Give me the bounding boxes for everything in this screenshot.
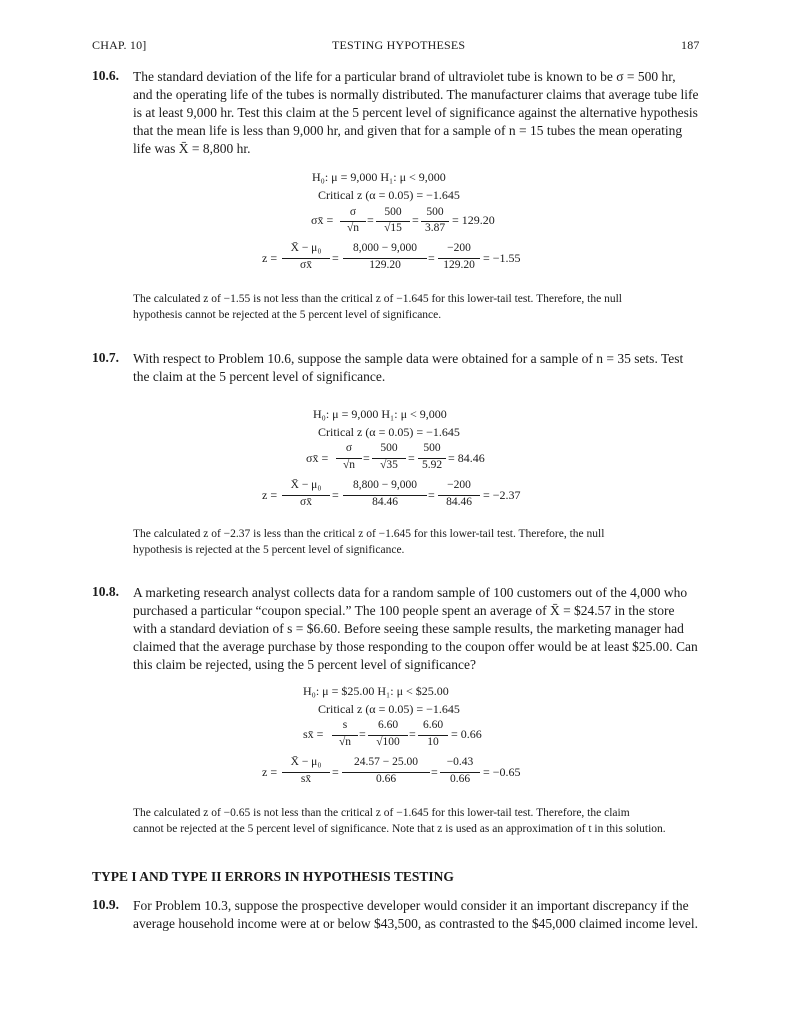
solution-conclusion <box>133 527 708 558</box>
equals-sign: = <box>428 251 435 265</box>
fraction-numerator: 500 <box>426 206 444 218</box>
statement-line: average household income were at or below $43,500, as contrasted to the $45,000 claimed income level. <box>133 916 698 931</box>
fraction-numerator: X̄ − μ₀ <box>290 479 322 491</box>
fraction-denominator: 129.20 <box>369 259 401 271</box>
running-header-chapter: CHAP. 10] <box>92 38 147 52</box>
fraction-denominator: 129.20 <box>443 259 475 271</box>
fraction-numerator: 6.60 <box>422 719 444 731</box>
fraction-denominator: 84.46 <box>372 496 398 508</box>
page-number: 187 <box>681 38 700 52</box>
fraction-denominator: √35 <box>380 459 398 471</box>
equals-sign: = <box>409 727 416 741</box>
problem-number: 10.9. <box>92 897 119 912</box>
fraction-numerator: 8,800 − 9,000 <box>353 479 417 491</box>
fraction-numerator: −200 <box>447 479 471 491</box>
z-lhs: z = <box>262 488 278 502</box>
statement-line: A marketing research analyst collects data for a random sample of 100 customers out of the 4,000 who <box>133 585 688 600</box>
conclusion-line: The calculated z of −0.65 is not less than the critical z of −1.645 for this lower-tail test. Therefore, the claim <box>133 807 630 819</box>
equals-sign: = <box>412 213 419 227</box>
solution-conclusion <box>133 292 708 323</box>
critical-value: Critical z (α = 0.05) = −1.645 <box>318 425 460 439</box>
z-lhs: z = <box>262 251 278 265</box>
fraction-denominator: 0.66 <box>375 773 397 785</box>
statement-line: this claim be rejected, using the 5 percent level of significance? <box>133 657 476 672</box>
fraction-denominator: √n <box>346 222 360 234</box>
fraction-denominator: 5.92 <box>421 459 443 471</box>
problem-number: 10.8. <box>92 584 119 599</box>
equals-sign: = <box>332 251 339 265</box>
fraction-denominator: 0.66 <box>449 773 471 785</box>
statement-line: the claim at the 5 percent level of significance. <box>133 369 386 384</box>
statement-line: The standard deviation of the life for a particular brand of ultraviolet tube is known to be σ = 500 hr, <box>133 69 676 84</box>
critical-value: Critical z (α = 0.05) = −1.645 <box>318 702 460 716</box>
problem-number: 10.6. <box>92 68 119 83</box>
problem-statement <box>133 897 711 933</box>
conclusion-line: The calculated z of −2.37 is less than the critical z of −1.645 for this lower-tail test. Therefore, the null <box>133 528 605 540</box>
equals-sign: = <box>359 727 366 741</box>
fraction-denominator: sx̄ <box>300 773 312 785</box>
section-heading: TYPE I AND TYPE II ERRORS IN HYPOTHESIS TESTING <box>92 869 454 884</box>
standard-error-result: = 84.46 <box>448 451 485 465</box>
fraction-denominator: √100 <box>376 736 400 748</box>
conclusion-line: hypothesis is rejected at the 5 percent level of significance. <box>133 543 405 556</box>
fraction-numerator: 500 <box>423 442 441 454</box>
conclusion-line: cannot be rejected at the 5 percent level of significance. Note that z is used as an approximation of t in this solution. <box>133 822 666 835</box>
statement-line: and the operating life of the tubes is normally distributed. The manufacturer claims that average tube life <box>133 87 699 102</box>
equals-sign: = <box>408 451 415 465</box>
fraction-denominator: √n <box>338 736 352 748</box>
solution-conclusion <box>133 806 708 837</box>
z-result: = −1.55 <box>483 251 521 265</box>
running-header-title: TESTING HYPOTHESES <box>332 38 466 52</box>
critical-value: Critical z (α = 0.05) = −1.645 <box>318 188 460 202</box>
equals-sign: = <box>332 488 339 502</box>
problem-number: 10.7. <box>92 350 119 365</box>
z-result: = −2.37 <box>483 488 521 502</box>
standard-error-lhs: σx̄ = <box>311 213 334 227</box>
equals-sign: = <box>332 765 339 779</box>
equals-sign: = <box>431 765 438 779</box>
fraction-denominator: σx̄ <box>300 496 312 508</box>
statement-line: claimed that the average purchase by those responding to the coupon offer would be at least $25.00. Can <box>133 639 698 654</box>
fraction-numerator: σ <box>349 206 357 218</box>
fraction-numerator: 24.57 − 25.00 <box>354 756 418 768</box>
fraction-numerator: 500 <box>380 442 398 454</box>
fraction-numerator: s <box>342 719 348 731</box>
fraction-numerator: 6.60 <box>377 719 399 731</box>
statement-line: For Problem 10.3, suppose the prospective developer would consider it an important discrepancy if the <box>133 898 689 913</box>
fraction-numerator: 500 <box>384 206 402 218</box>
statement-line: with a standard deviation of s = $6.60. Before seeing these sample results, the marketing manager had <box>133 621 684 636</box>
problem-statement <box>133 68 711 158</box>
standard-error-result: = 0.66 <box>451 727 482 741</box>
conclusion-line: The calculated z of −1.55 is not less than the critical z of −1.645 for this lower-tail test. Therefore, the null <box>133 293 622 305</box>
problem-statement <box>133 350 711 386</box>
fraction-denominator: √15 <box>384 222 402 234</box>
fraction-denominator: σx̄ <box>300 259 312 271</box>
hypotheses: H₀: μ = 9,000 H₁: μ < 9,000 <box>313 407 447 421</box>
statement-line: purchased a particular “coupon special.” The 100 people spent an average of X̄ = $24.57 in the store <box>133 603 675 618</box>
fraction-denominator: √n <box>342 459 356 471</box>
equals-sign: = <box>428 488 435 502</box>
z-result: = −0.65 <box>483 765 521 779</box>
fraction-numerator: X̄ − μ₀ <box>290 242 322 254</box>
equals-sign: = <box>363 451 370 465</box>
fraction-numerator: −0.43 <box>446 756 474 768</box>
statement-line: life was X̄ = 8,800 hr. <box>133 141 251 156</box>
hypotheses: H₀: μ = 9,000 H₁: μ < 9,000 <box>312 170 446 184</box>
problem-statement <box>133 584 711 674</box>
statement-line: is at least 9,000 hr. Test this claim at the 5 percent level of significance against the alternative hypothesis <box>133 105 698 120</box>
statement-line: With respect to Problem 10.6, suppose the sample data were obtained for a sample of n = 35 sets. Test <box>133 351 684 366</box>
fraction-numerator: X̄ − μ₀ <box>290 756 322 768</box>
z-lhs: z = <box>262 765 278 779</box>
fraction-numerator: −200 <box>447 242 471 254</box>
fraction-denominator: 84.46 <box>446 496 472 508</box>
fraction-denominator: 10 <box>427 736 439 748</box>
hypotheses: H₀: μ = $25.00 H₁: μ < $25.00 <box>303 684 449 698</box>
standard-error-lhs: sx̄ = <box>303 727 324 741</box>
conclusion-line: hypothesis cannot be rejected at the 5 percent level of significance. <box>133 308 442 321</box>
equals-sign: = <box>367 213 374 227</box>
fraction-denominator: 3.87 <box>424 222 446 234</box>
standard-error-lhs: σx̄ = <box>306 451 329 465</box>
fraction-numerator: σ <box>345 442 353 454</box>
standard-error-result: = 129.20 <box>452 213 495 227</box>
fraction-numerator: 8,000 − 9,000 <box>353 242 417 254</box>
statement-line: that the mean life is less than 9,000 hr, and given that for a sample of n = 15 tubes the mean operating <box>133 123 683 138</box>
